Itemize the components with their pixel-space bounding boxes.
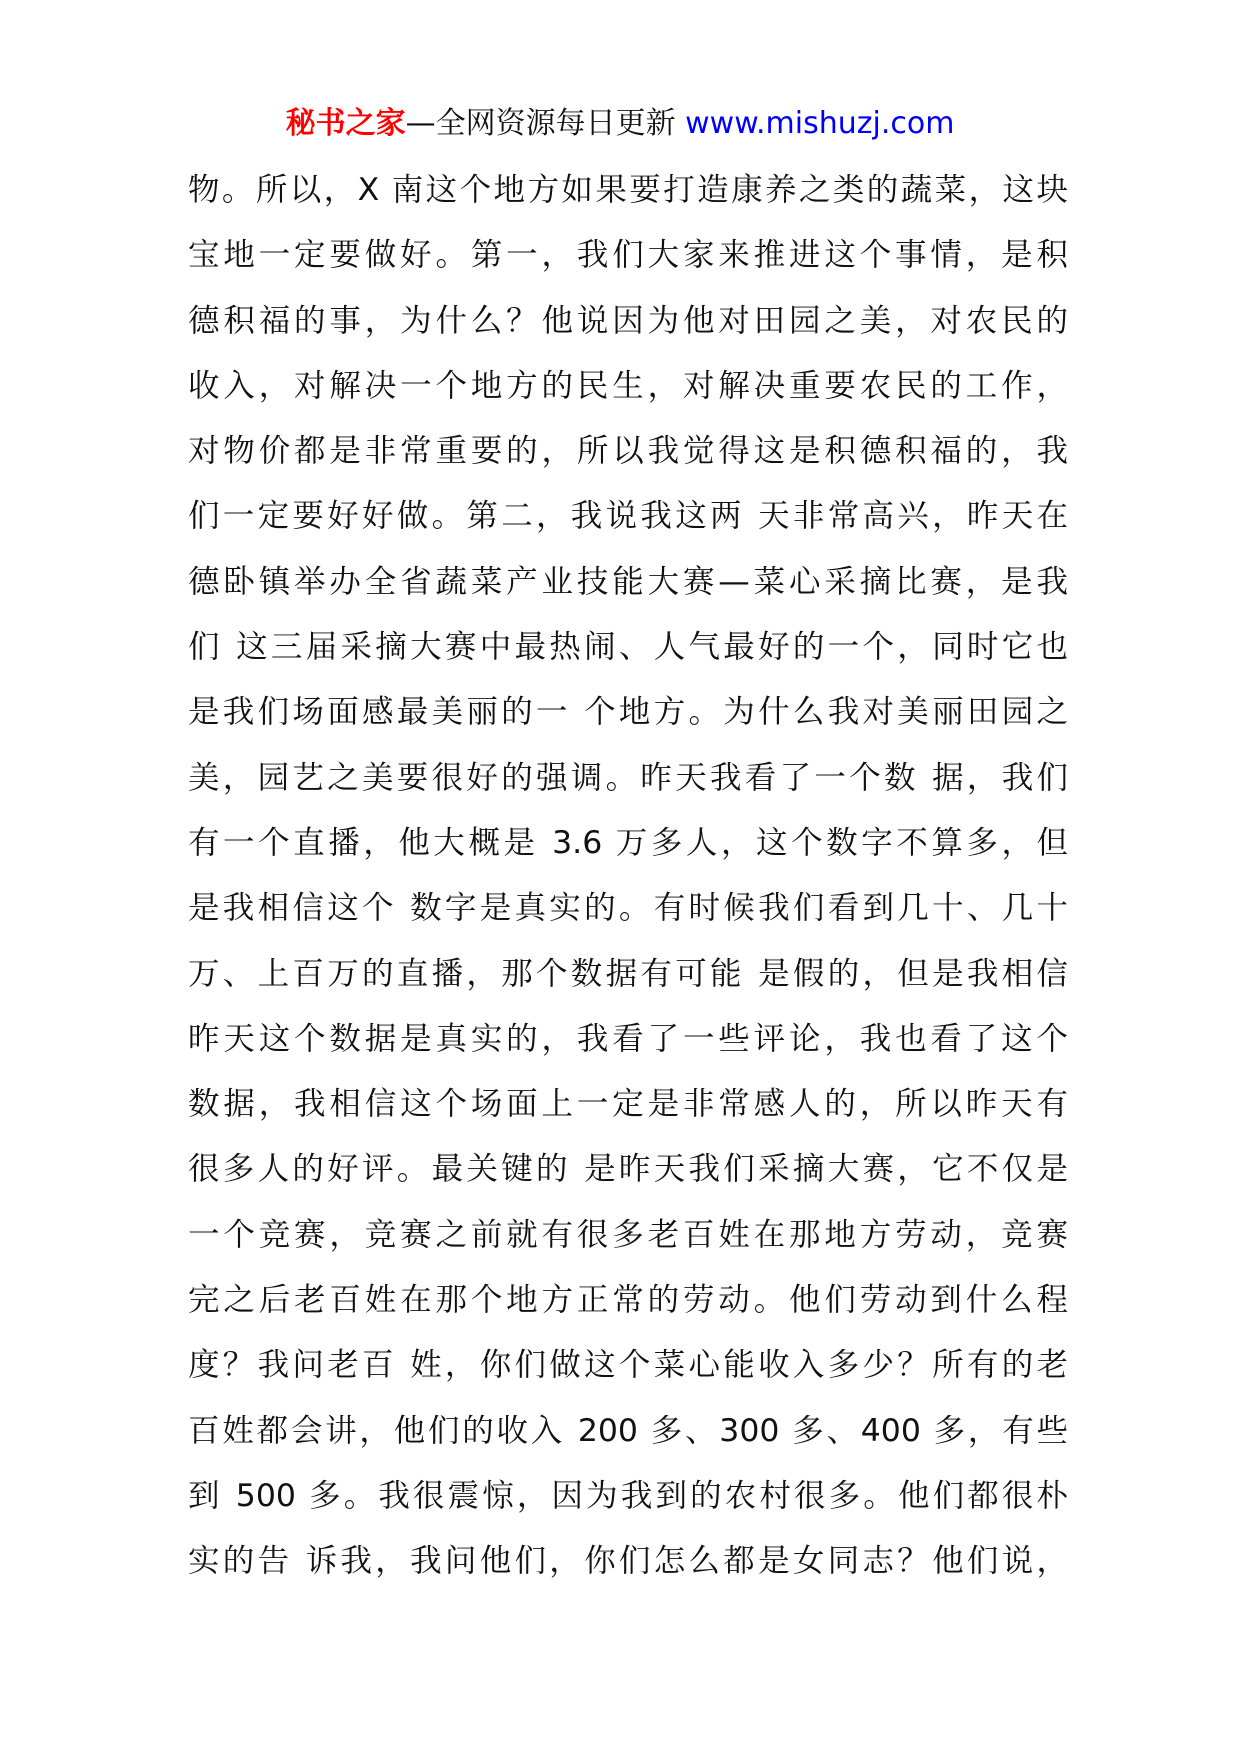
brand-name: 秘书之家 <box>285 106 406 141</box>
text-line: 到 500 多。我很震惊，因为我到的农村很多。他们都很朴 <box>188 1477 1068 1514</box>
text-line: 们 这三届采摘大赛中最热闹、人气最好的一个，同时它也 <box>188 629 1068 666</box>
text-line: 万、上百万的直播，那个数据有可能 是假的，但是我相信 <box>188 955 1068 992</box>
text-line: 完之后老百姓在那个地方正常的劳动。他们劳动到什么程 <box>188 1282 1068 1319</box>
text-line: 们一定要好好做。第二，我说我这两 天非常高兴，昨天在 <box>188 498 1068 535</box>
header-tagline: —全网资源每日更新 <box>405 106 676 141</box>
text-line: 百姓都会讲，他们的收入 200 多、300 多、400 多，有些 <box>188 1412 1068 1449</box>
text-line: 宝地一定要做好。第一，我们大家来推进这个事情，是积 <box>188 237 1068 274</box>
text-line: 数据，我相信这个场面上一定是非常感人的，所以昨天有 <box>188 1086 1068 1123</box>
text-line: 美，园艺之美要很好的强调。昨天我看了一个数 据，我们 <box>188 759 1068 796</box>
text-line: 德卧镇举办全省蔬菜产业技能大赛—菜心采摘比赛，是我 <box>188 563 1068 600</box>
text-line: 德积福的事，为什么？他说因为他对田园之美，对农民的 <box>188 302 1068 339</box>
text-line: 对物价都是非常重要的，所以我觉得这是积德积福的，我 <box>188 433 1068 470</box>
text-line: 物。所以，X 南这个地方如果要打造康养之类的蔬菜，这块 <box>188 172 1068 208</box>
text-line: 一个竞赛，竞赛之前就有很多老百姓在那地方劳动，竞赛 <box>188 1216 1068 1253</box>
text-line: 是我们场面感最美丽的一 个地方。为什么我对美丽田园之 <box>188 694 1068 731</box>
page-header <box>0 103 1240 145</box>
text-line: 收入，对解决一个地方的民生，对解决重要农民的工作， <box>188 367 1068 404</box>
text-line: 有一个直播，他大概是 3.6 万多人，这个数字不算多，但 <box>188 824 1068 861</box>
text-line: 实的告 诉我，我问他们，你们怎么都是女同志？他们说， <box>188 1543 1068 1580</box>
text-line: 昨天这个数据是真实的，我看了一些评论，我也看了这个 <box>188 1020 1068 1057</box>
text-line: 是我相信这个 数字是真实的。有时候我们看到几十、几十 <box>188 890 1068 927</box>
document-body <box>188 158 1068 1595</box>
text-line: 度？我问老百 姓，你们做这个菜心能收入多少？所有的老 <box>188 1347 1068 1384</box>
text-line: 很多人的好评。最关键的 是昨天我们采摘大赛，它不仅是 <box>188 1151 1068 1188</box>
site-url-link[interactable]: www.mishuzj.com <box>685 106 955 141</box>
